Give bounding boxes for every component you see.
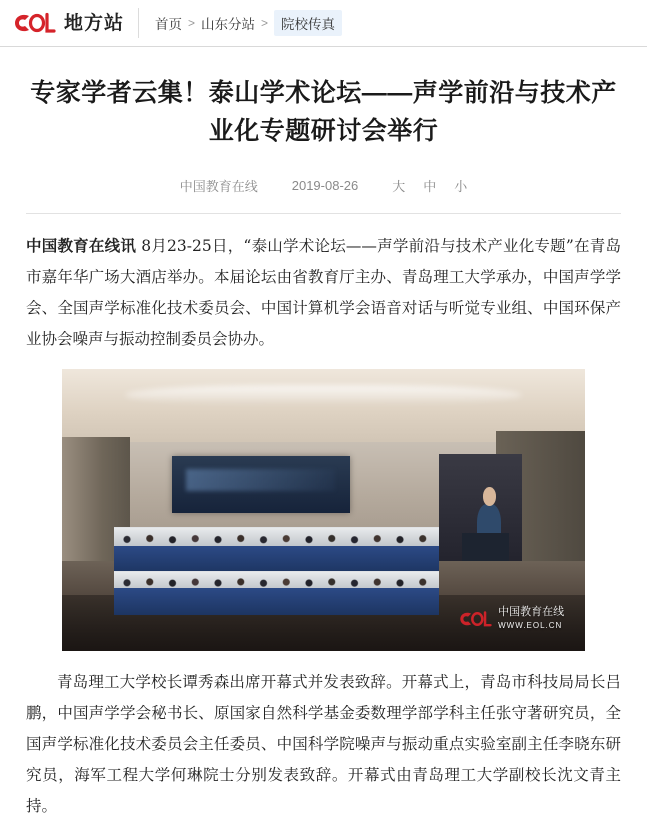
font-size-large-button[interactable]: 大 [392,179,406,194]
site-header [0,0,647,47]
article-paragraph-2: 青岛理工大学校长谭秀森出席开幕式并发表致辞。开幕式上，青岛市科技局局长吕鹏，中国声学学会秘书长、原国家自然科学基金委数理学部学科主任张守著研究员，全国声学标准化技术委员会主任委员、中国科学院噪声与振动重点实验室副主任李晓东研究员，海军工程大学何琳院士分别发表致辞。开幕式由青岛理工大学副校长沈文青主持。 [26,673,621,815]
conference-photo [62,369,585,651]
breadcrumb-separator: > [188,16,196,30]
eol-logo-icon[interactable] [12,11,56,35]
article-container [0,75,647,822]
article-image-wrapper [26,369,621,651]
article-paragraph-1-text: 8月23-25日，“泰山学术论坛——声学前沿与技术产业化专题”在青岛市嘉年华广场大酒店举办。本届论坛由省教育厅主办、青岛理工大学承办，中国声学学会、全国声学标准化技术委员会、中国计算机学会语音对话与听觉专业组、中国环保产业协会噪声与振动控制委员会协办。 [26,237,621,348]
breadcrumb-item-home[interactable]: 首页 [155,17,183,32]
watermark-title: 中国教育在线 [498,605,565,618]
watermark-text-block [498,606,564,631]
photo-audience-heads [114,572,438,590]
article-date: 2019-08-26 [291,178,359,193]
photo-table-row [114,588,438,615]
article-paragraph-1 [26,230,621,355]
photo-projection-screen [172,456,350,512]
watermark-url: WWW.EOL.CN [498,620,563,630]
font-size-controls [392,176,467,195]
font-size-medium-button[interactable]: 中 [423,179,437,194]
article-source: 中国教育在线 [179,179,258,194]
breadcrumb [139,10,342,36]
site-name: 地方站 [64,12,125,34]
article-lead-source: 中国教育在线讯 [26,236,137,255]
breadcrumb-separator: > [261,16,269,30]
photo-audience-row [114,527,438,548]
eol-watermark-icon [458,609,492,629]
photo-audience-row [114,571,438,590]
meta-divider [26,213,621,214]
photo-audience [114,527,438,606]
photo-audience-heads [114,528,438,548]
photo-watermark [458,606,564,631]
font-size-small-button[interactable]: 小 [454,179,468,194]
breadcrumb-item-shandong[interactable]: 山东分站 [201,17,256,32]
photo-table-row [114,546,438,573]
article-meta [26,176,621,195]
breadcrumb-item-current[interactable]: 院校传真 [274,10,342,36]
logo-block[interactable] [12,8,139,38]
page-title: 专家学者云集！泰山学术论坛——声学前沿与技术产业化专题研讨会举行 [30,79,617,145]
